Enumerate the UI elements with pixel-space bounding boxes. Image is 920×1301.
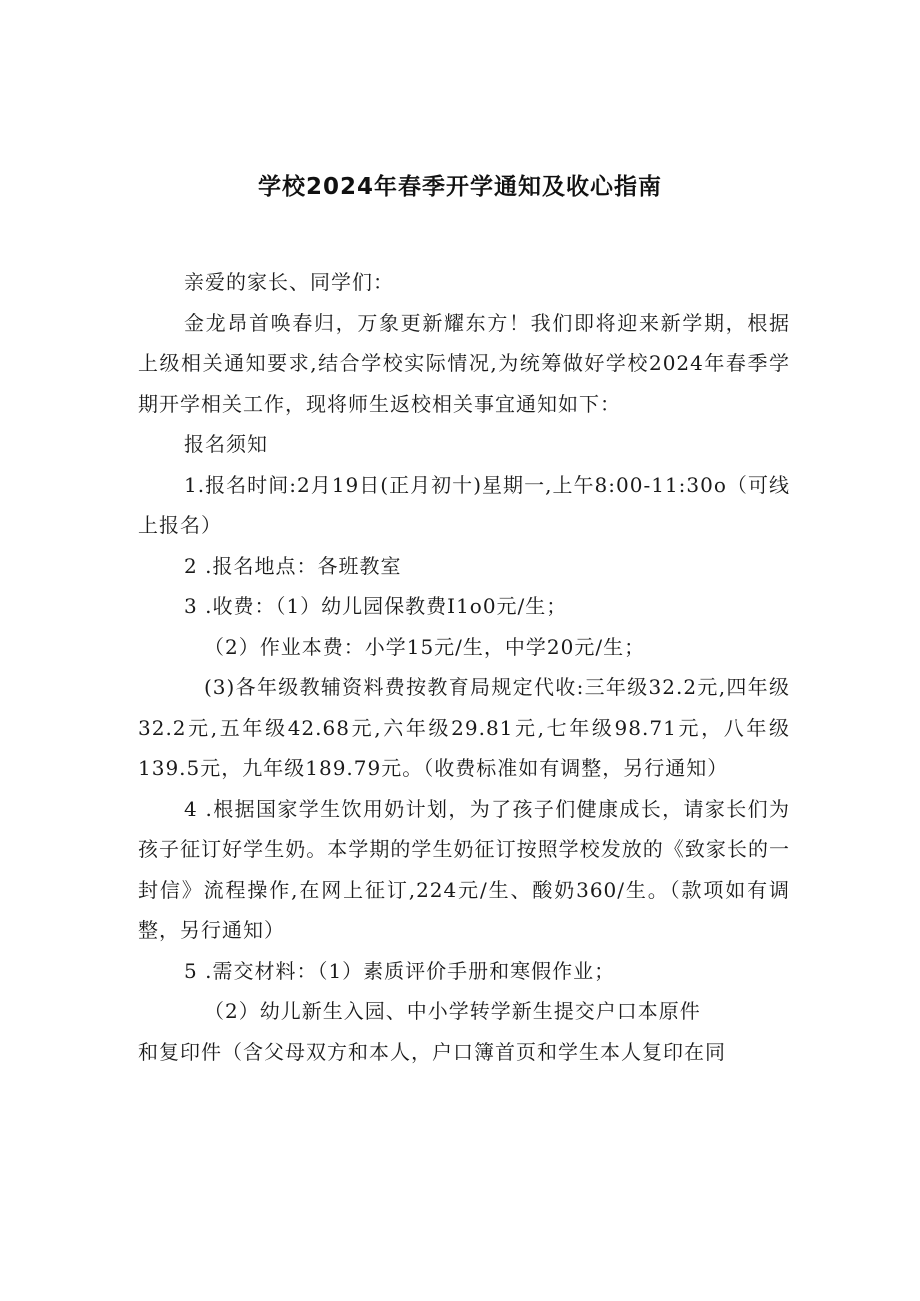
paragraph-fees-materials: (3)各年级教辅资料费按教育局规定代收:三年级32.2元,四年级32.2元,五年级42.68元,六年级29.81元,七年级98.71元，八年级139.5元，九年级189.79元。（收费标准如有调整，另行通知） xyxy=(138,675,790,780)
document-body xyxy=(138,262,790,1072)
paragraph-greeting: 亲爱的家长、同学们： xyxy=(184,270,394,294)
paragraph-materials-new-students: （2）幼儿新生入园、中小学转学新生提交户口本原件 xyxy=(204,999,701,1023)
paragraph-fees-workbook: （2）作业本费：小学15元/生，中学20元/生； xyxy=(204,634,646,659)
paragraph-intro: 金龙昂首唤春归，万象更新耀东方！我们即将迎来新学期，根据上级相关通知要求,结合学校实际情况,为统筹做好学校2024年春季学期开学相关工作，现将师生返校相关事宜通知如下： xyxy=(138,310,790,416)
paragraph-materials-continued: 和复印件（含父母双方和本人，户口簿首页和学生本人复印在同 xyxy=(138,1039,726,1064)
paragraph-fees: 3 .收费：（1）幼儿园保教费I1o0元/生； xyxy=(184,594,568,618)
paragraph-registration-time: 1.报名时间:2月19日(正月初十)星期一,上午8:00-11:30o（可线上报名） xyxy=(138,472,790,537)
section-heading-registration: 报名须知 xyxy=(184,432,268,456)
paragraph-student-milk: 4 .根据国家学生饮用奶计划，为了孩子们健康成长，请家长们为孩子征订好学生奶。本学期的学生奶征订按照学校发放的《致家长的一封信》流程操作,在网上征订,224元/生、酸奶360/生。（款项如有调整，另行通知） xyxy=(138,796,790,942)
paragraph-materials: 5 .需交材料：（1）素质评价手册和寒假作业； xyxy=(184,958,616,983)
document-title: 学校2024年春季开学通知及收心指南 xyxy=(257,174,662,200)
paragraph-registration-place: 2 .报名地点：各班教室 xyxy=(184,553,402,578)
